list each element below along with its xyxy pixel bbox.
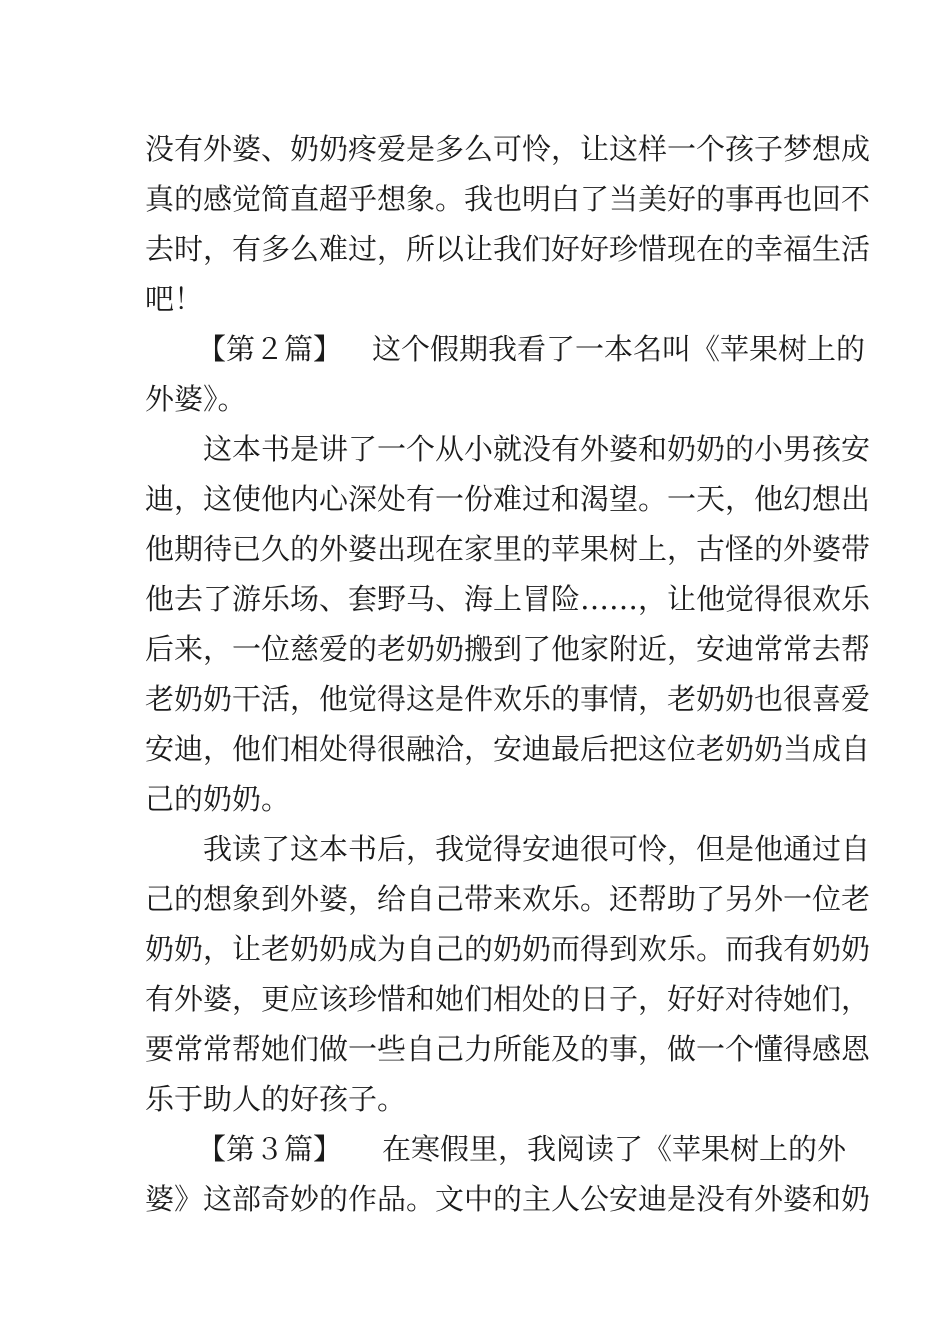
paragraph-line: 吧！ — [145, 282, 204, 316]
paragraph-line: 这个假期我看了一本名叫《苹果树上的 — [372, 332, 866, 366]
section-heading-2: 【第２篇】 — [197, 332, 343, 366]
paragraph-line: 己的想象到外婆，给自己带来欢乐。还帮助了另外一位老 — [145, 882, 871, 916]
paragraph-line: 真的感觉简直超乎想象。我也明白了当美好的事再也回不 — [145, 182, 871, 216]
paragraph-line: 乐于助人的好孩子。 — [145, 1082, 407, 1116]
paragraph-line: 迪，这使他内心深处有一份难过和渴望。一天，他幻想出 — [145, 482, 871, 516]
paragraph-line: 后来，一位慈爱的老奶奶搬到了他家附近，安迪常常去帮 — [145, 632, 871, 666]
paragraph-line: 有外婆，更应该珍惜和她们相处的日子，好好对待她们， — [145, 982, 871, 1016]
paragraph-line: 婆》这部奇妙的作品。文中的主人公安迪是没有外婆和奶 — [145, 1182, 871, 1216]
paragraph-line: 他期待已久的外婆出现在家里的苹果树上，古怪的外婆带 — [145, 532, 871, 566]
paragraph-line: 安迪，他们相处得很融洽，安迪最后把这位老奶奶当成自 — [145, 732, 871, 766]
paragraph-line: 我读了这本书后，我觉得安迪很可怜，但是他通过自 — [203, 832, 871, 866]
paragraph-line: 要常常帮她们做一些自己力所能及的事，做一个懂得感恩 — [145, 1032, 871, 1066]
paragraph-line: 去时，有多么难过，所以让我们好好珍惜现在的幸福生活 — [145, 232, 871, 266]
paragraph-line: 老奶奶干活，他觉得这是件欢乐的事情，老奶奶也很喜爱 — [145, 682, 871, 716]
section-heading-line — [145, 1124, 847, 1174]
section-heading-line — [145, 324, 866, 374]
paragraph-line: 奶奶，让老奶奶成为自己的奶奶而得到欢乐。而我有奶奶 — [145, 932, 871, 966]
paragraph-line: 这本书是讲了一个从小就没有外婆和奶奶的小男孩安 — [203, 432, 871, 466]
paragraph-line: 他去了游乐场、套野马、海上冒险……，让他觉得很欢乐 — [145, 582, 871, 616]
paragraph-line: 己的奶奶。 — [145, 782, 291, 816]
paragraph-line: 外婆》。 — [145, 382, 247, 416]
paragraph-line: 没有外婆、奶奶疼爱是多么可怜，让这样一个孩子梦想成 — [145, 132, 871, 166]
section-heading-3: 【第３篇】 — [197, 1132, 343, 1166]
paragraph-line: 在寒假里，我阅读了《苹果树上的外 — [382, 1132, 847, 1166]
